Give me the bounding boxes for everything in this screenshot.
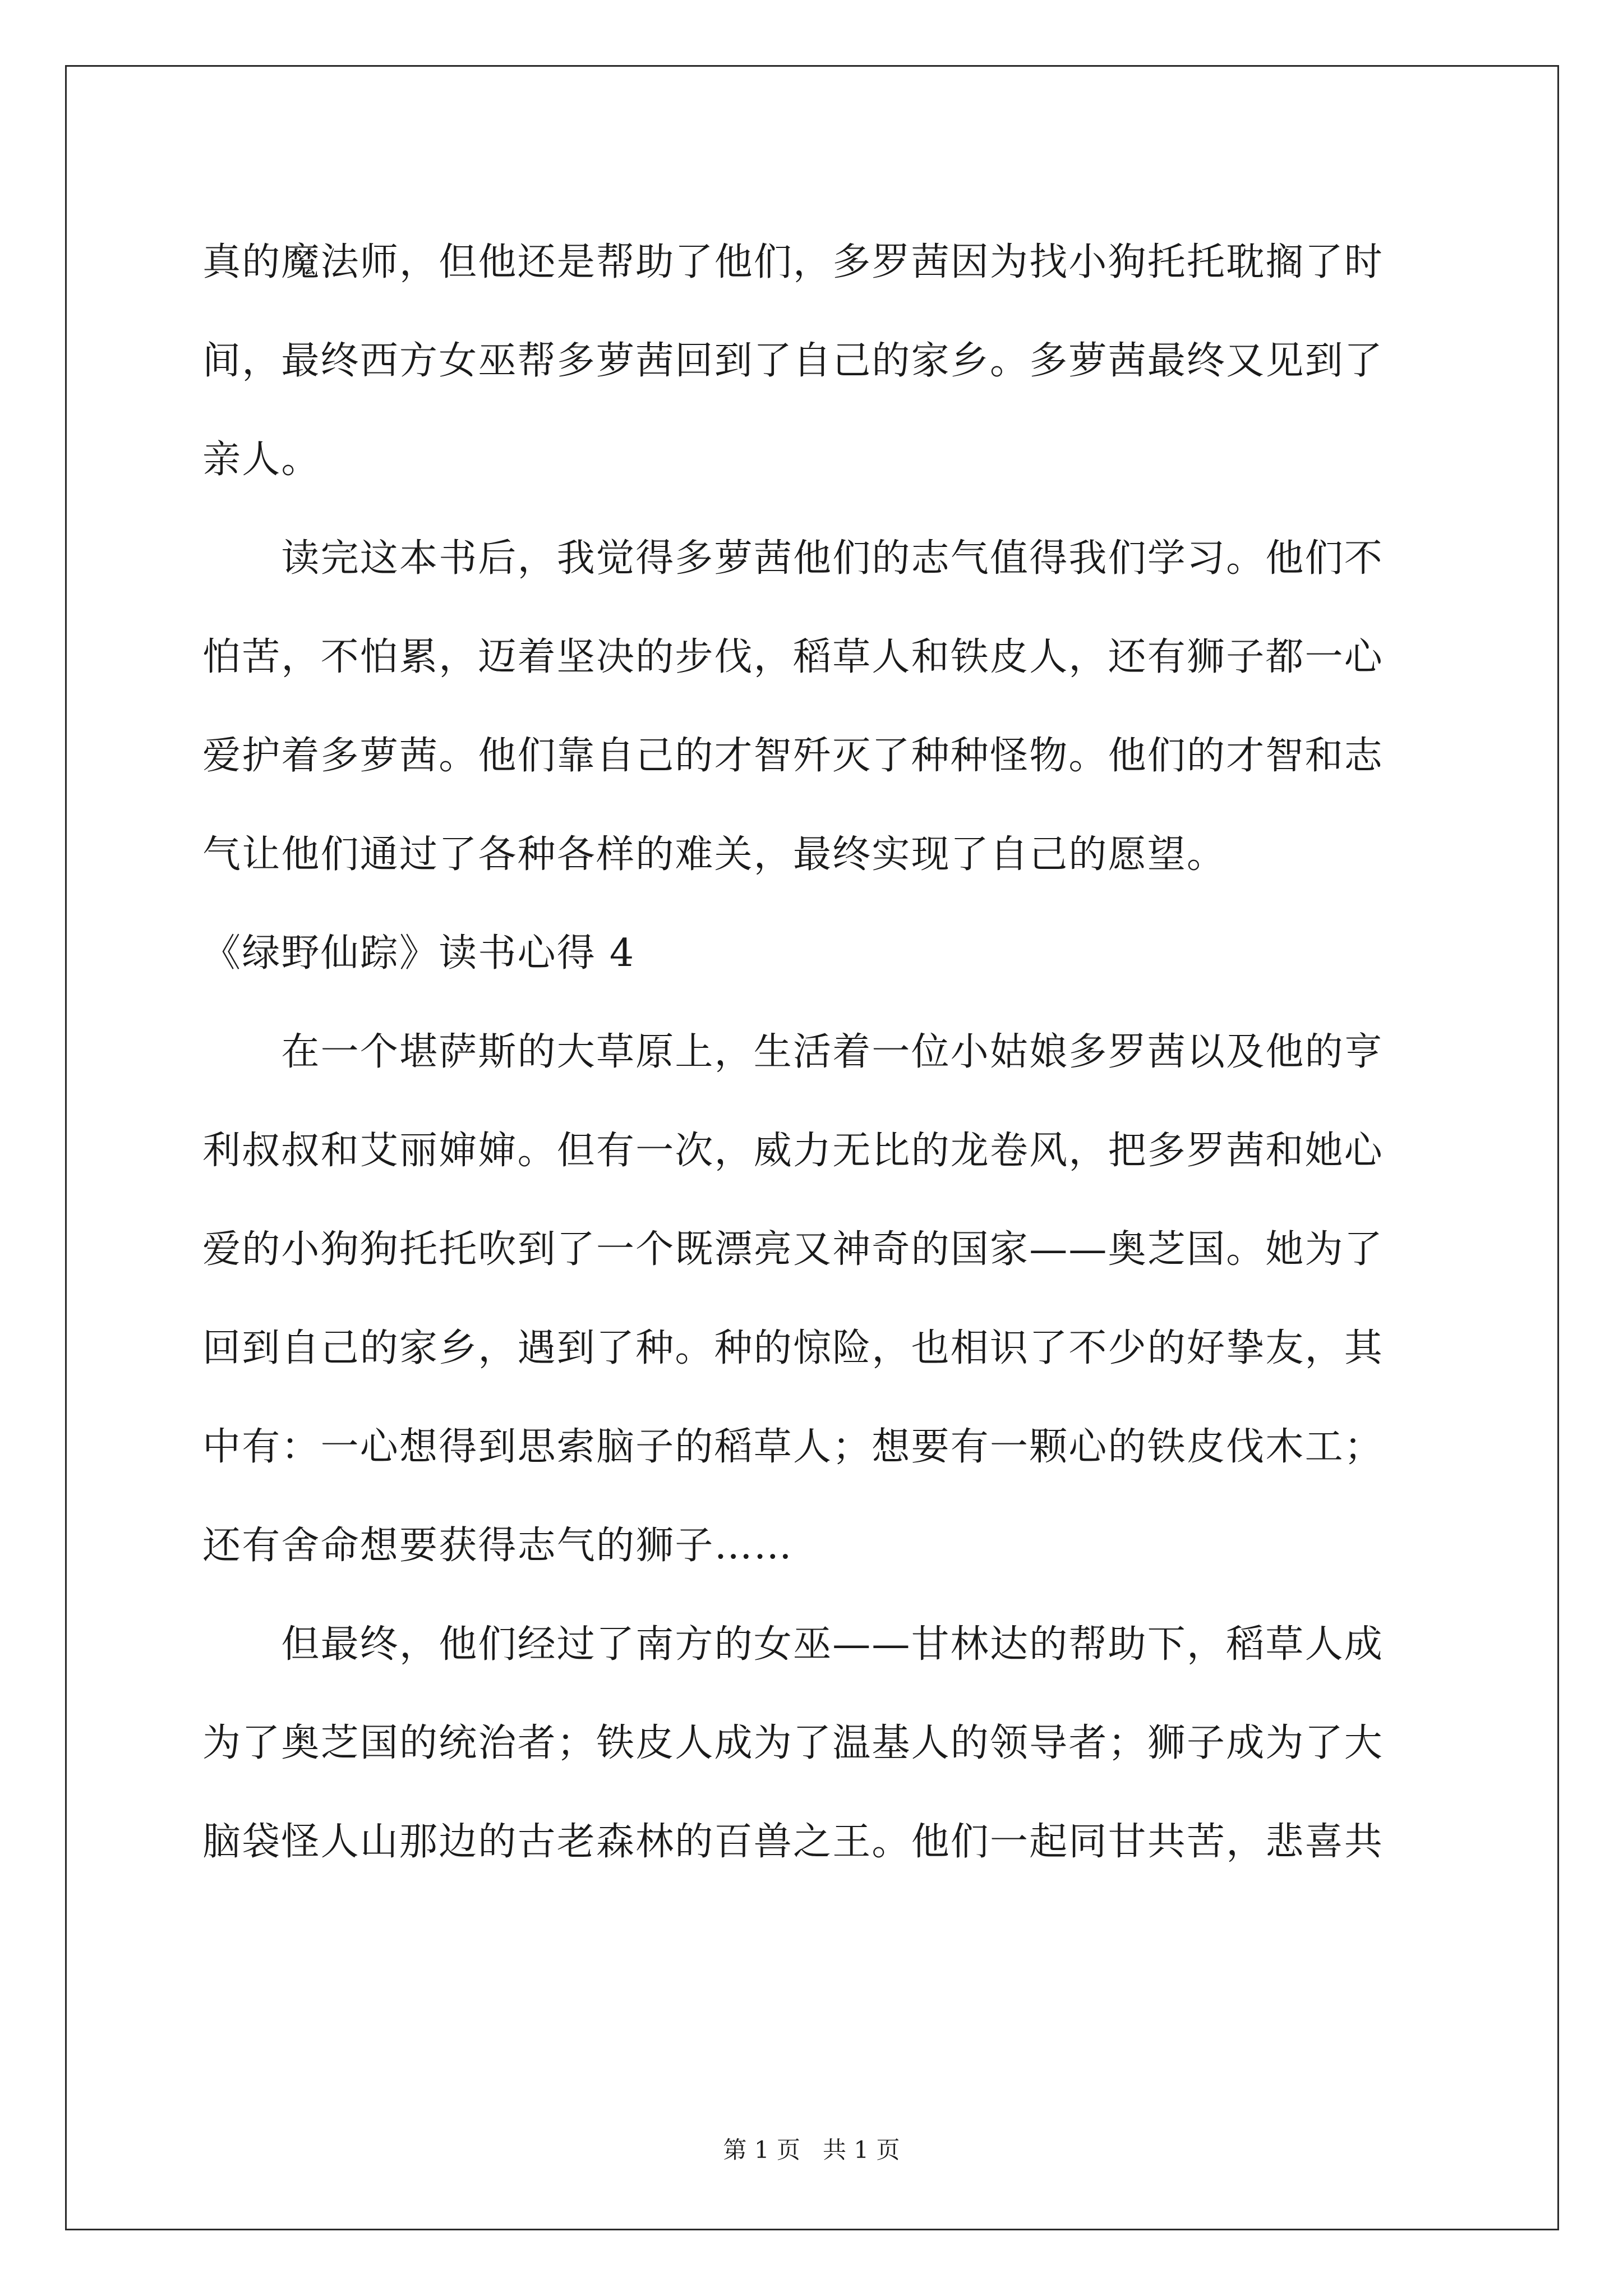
text-line: 爱的小狗狗托托吹到了一个既漂亮又神奇的国家——奥芝国。她为了 bbox=[202, 1227, 1384, 1272]
text-line: 气让他们通过了各种各样的难关，最终实现了自己的愿望。 bbox=[202, 832, 1227, 877]
document-body bbox=[202, 213, 1431, 1892]
text-line: 中有：一心想得到思索脑子的稻草人；想要有一颗心的铁皮伐木工； bbox=[202, 1425, 1384, 1469]
text-line: 脑袋怪人山那边的古老森林的百兽之王。他们一起同甘共苦，悲喜共 bbox=[202, 1820, 1384, 1864]
text-line: 间，最终西方女巫帮多萝茜回到了自己的家乡。多萝茜最终又见到了 bbox=[202, 339, 1384, 383]
text-line: 但最终，他们经过了南方的女巫——甘林达的帮助下，稻草人成 bbox=[202, 1622, 1384, 1667]
text-line: 真的魔法师，但他还是帮助了他们，多罗茜因为找小狗托托耽搁了时 bbox=[202, 240, 1384, 284]
text-line: 爱护着多萝茜。他们靠自己的才智歼灭了种种怪物。他们的才智和志 bbox=[202, 734, 1384, 778]
text-line: 还有舍命想要获得志气的狮子…… bbox=[202, 1524, 794, 1568]
text-line: 利叔叔和艾丽婶婶。但有一次，威力无比的龙卷风，把多罗茜和她心 bbox=[202, 1129, 1384, 1173]
text-line: 在一个堪萨斯的大草原上，生活着一位小姑娘多罗茜以及他的亨 bbox=[202, 1030, 1384, 1074]
text-line: 怕苦，不怕累，迈着坚决的步伐，稻草人和铁皮人，还有狮子都一心 bbox=[202, 635, 1384, 679]
text-line: 读完这本书后，我觉得多萝茜他们的志气值得我们学习。他们不 bbox=[202, 536, 1384, 581]
text-line: 亲人。 bbox=[202, 438, 321, 482]
text-line: 回到自己的家乡，遇到了种。种的惊险，也相识了不少的好挚友，其 bbox=[202, 1326, 1384, 1370]
text-line: 为了奥芝国的统治者；铁皮人成为了温基人的领导者；狮子成为了大 bbox=[202, 1721, 1384, 1765]
section-heading: 《绿野仙踪》读书心得 4 bbox=[202, 931, 635, 976]
page-footer: 第 1 页 共 1 页 bbox=[723, 2136, 900, 2164]
